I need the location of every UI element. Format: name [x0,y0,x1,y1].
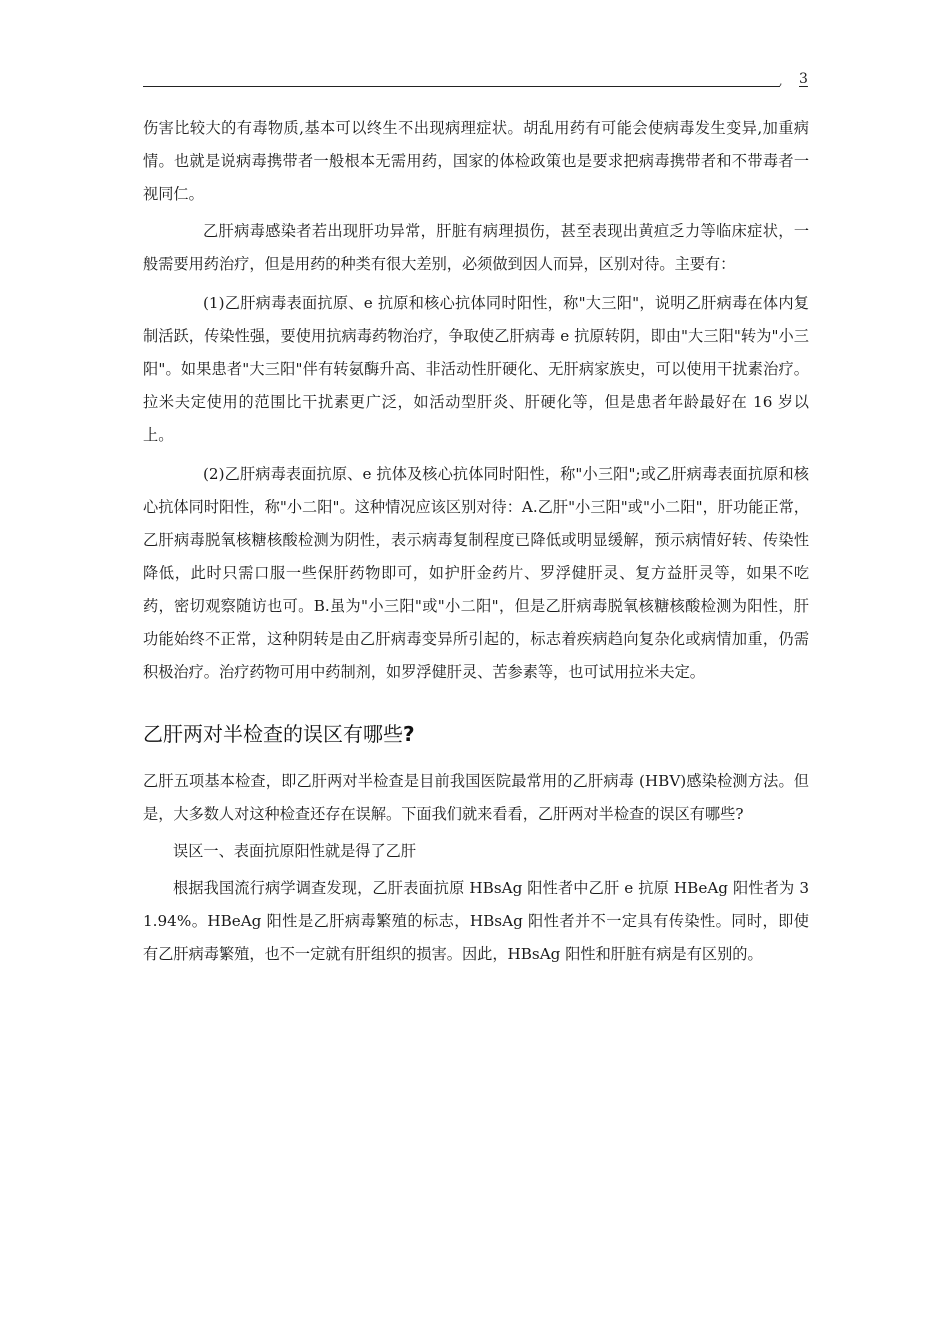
paragraph-small-three-positive: (2)乙肝病毒表面抗原、e 抗体及核心抗体同时阳性，称"小三阳";或乙肝病毒表面抗原和核心抗体同时阳性，称"小二阳"。这种情况应该区别对待：A.乙肝"小三阳"或"小二阳"，肝功能正常，乙肝病毒脱氧核糖核酸检测为阴性，表示病毒复制程度已降低或明显缓解，预示病情好转、传染性降低，此时只需口服一些保肝药物即可，如护肝金药片、罗浮健肝灵、复方益肝灵等，如果不吃药，密切观察随访也可。B.虽为"小三阳"或"小二阳"，但是乙肝病毒脱氧核糖核酸检测为阳性，肝功能始终不正常，这种阴转是由乙肝病毒变异所引起的，标志着疾病趋向复杂化或病情加重，仍需积极治疗。治疗药物可用中药制剂，如罗浮健肝灵、苦参素等，也可试用拉米夫定。 [143,465,809,681]
section-heading-question-mark: ? [403,722,415,746]
myth-one-body: 根据我国流行病学调查发现，乙肝表面抗原 HBsAg 阳性者中乙肝 e 抗原 HBeAg 阳性者为 31.94%。HBeAg 阳性是乙肝病毒繁殖的标志，HBsAg 阳性者并不一定具有传染性。同时，即使有乙肝病毒繁殖，也不一定就有肝组织的损害。因此，HBsAg 阳性和肝脏有病是有区别的。 [143,879,809,963]
header-comma: , [779,75,783,88]
document-body [143,112,809,971]
section-heading-text: 乙肝两对半检查的误区有哪些 [143,722,403,746]
myth-one-heading: 误区一、表面抗原阳性就是得了乙肝 [173,842,416,860]
header-rule [143,86,780,87]
paragraph-continuation: 伤害比较大的有毒物质,基本可以终生不出现病理症状。胡乱用药有可能会使病毒发生变异,加重病情。也就是说病毒携带者一般根本无需用药，国家的体检政策也是要求把病毒携带者和不带毒者一视同仁。 [143,119,809,203]
page-number: 3 [799,71,808,87]
section-heading [143,719,809,749]
paragraph-big-three-positive: (1)乙肝病毒表面抗原、e 抗原和核心抗体同时阳性，称"大三阳"，说明乙肝病毒在体内复制活跃，传染性强，要使用抗病毒药物治疗，争取使乙肝病毒 e 抗原转阴，即由"大三阳"转为"小三阳"。如果患者"大三阳"伴有转氨酶升高、非活动性肝硬化、无肝病家族史，可以使用干扰素治疗。拉米夫定使用的范围比干扰素更广泛，如活动型肝炎、肝硬化等，但是患者年龄最好在 16 岁以上。 [143,294,809,444]
section-intro-paragraph: 乙肝五项基本检查，即乙肝两对半检查是目前我国医院最常用的乙肝病毒 (HBV)感染检测方法。但是，大多数人对这种检查还存在误解。下面我们就来看看，乙肝两对半检查的误区有哪些? [143,772,809,823]
paragraph-treatment-intro: 乙肝病毒感染者若出现肝功异常，肝脏有病理损伤，甚至表现出黄疸乏力等临床症状，一般需要用药治疗，但是用药的种类有很大差别，必须做到因人而异，区别对待。主要有： [143,222,809,273]
